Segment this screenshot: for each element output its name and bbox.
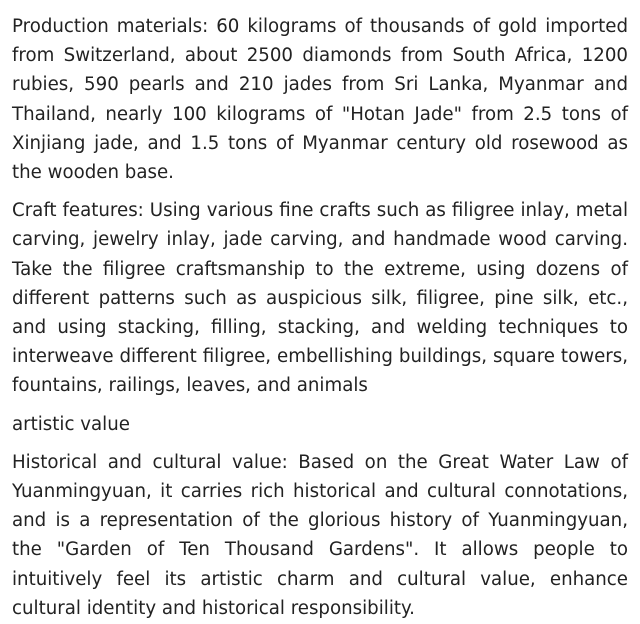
artistic-value-heading: artistic value xyxy=(12,413,130,435)
production-materials-paragraph: Production materials: 60 kilograms of thousands of gold imported from Switzerland, about 2500 diamonds from South Africa, 1200 rubies, 590 pearls and 210 jades from Sri Lanka, Myanmar and Thailand, nearly 100 kilograms of "Hotan Jade" from 2.5 tons of Xinjiang jade, and 1.5 tons of Myanmar century old rosewood as the wooden base. xyxy=(12,16,628,184)
craft-features-paragraph: Craft features: Using various fine crafts such as filigree inlay, metal carving, jewelry inlay, jade carving, and handmade wood carving. Take the filigree craftsmanship to the extreme, using dozens of different patterns such as auspicious silk, filigree, pine silk, etc., and using stacking, filling, stacking, and welding techniques to interweave different filigree, embellishing buildings, square towers, fountains, railings, leaves, and animals xyxy=(12,200,628,397)
historical-cultural-value-paragraph: Historical and cultural value: Based on the Great Water Law of Yuanmingyuan, it carries rich historical and cultural connotations, and is a representation of the glorious history of Yuanmingyuan, the "Garden of Ten Thousand Gardens". It allows people to intuitively feel its artistic charm and cultural value, enhance cultural identity and historical responsibility. xyxy=(12,451,628,619)
